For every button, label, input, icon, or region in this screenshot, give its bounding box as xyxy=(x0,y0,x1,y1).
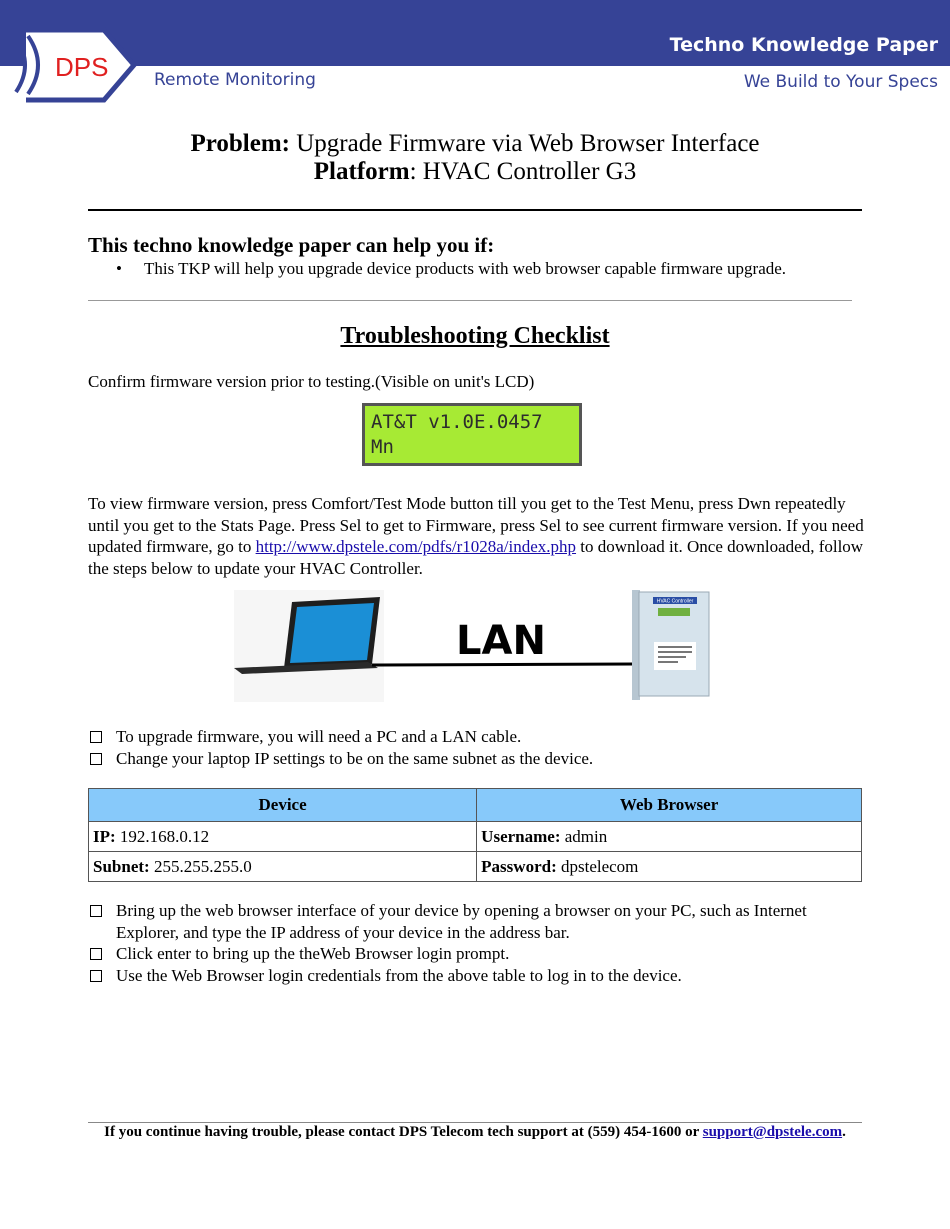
help-heading: This techno knowledge paper can help you if: xyxy=(88,233,495,257)
header-device: Device xyxy=(89,789,477,822)
laptop-icon xyxy=(234,590,384,702)
cell-username xyxy=(477,822,862,852)
problem-title xyxy=(0,130,950,158)
checklist-item xyxy=(88,965,828,987)
checkbox-icon xyxy=(90,970,102,982)
section-divider xyxy=(88,300,852,301)
cell-subnet xyxy=(89,852,477,882)
lcd-line-1: AT&T v1.0E.0457 xyxy=(371,411,543,433)
checklist-b xyxy=(88,900,828,986)
checklist-item-text: Use the Web Browser login credentials from the above table to log in to the device. xyxy=(116,965,682,985)
cell-value: dpstelecom xyxy=(556,856,639,876)
checklist-a xyxy=(88,726,593,769)
lan-label: LAN xyxy=(456,618,546,664)
cell-value: admin xyxy=(560,826,608,846)
platform-text: : HVAC Controller G3 xyxy=(409,158,637,185)
table-row xyxy=(89,852,862,882)
support-email-link[interactable]: support@dpstele.com xyxy=(702,1124,843,1140)
checklist-heading: Troubleshooting Checklist xyxy=(340,323,610,349)
footer-text: If you continue having trouble, please contact DPS Telecom tech support at (559) 454-1600 or xyxy=(104,1124,703,1140)
table-header-row xyxy=(89,789,862,822)
lcd-display xyxy=(362,403,582,466)
firmware-download-link[interactable]: http://www.dpstele.com/pdfs/r1028a/index.php xyxy=(255,537,577,556)
checkbox-icon xyxy=(90,731,102,743)
checkbox-icon xyxy=(90,905,102,917)
logo-text: DPS xyxy=(55,52,109,82)
cell-value: 192.168.0.12 xyxy=(115,826,210,846)
checklist-item-text: To upgrade firmware, you will need a PC and a LAN cable. xyxy=(116,727,522,746)
checklist-item xyxy=(88,943,828,965)
tagline-left: Remote Monitoring xyxy=(154,70,316,90)
hvac-controller-icon xyxy=(632,590,709,700)
problem-label: Problem: xyxy=(190,130,290,157)
footer xyxy=(0,1124,950,1141)
instructions-paragraph xyxy=(88,493,878,579)
cell-ip xyxy=(89,822,477,852)
checkbox-icon xyxy=(90,948,102,960)
dps-logo xyxy=(8,24,140,106)
credentials-table xyxy=(88,788,862,882)
checklist-item-text: Bring up the web browser interface of your device by opening a browser on your PC, such as Internet Explorer, and type the IP address of your device in the address bar. xyxy=(116,901,807,942)
banner-title: Techno Knowledge Paper xyxy=(669,34,938,56)
tagline-right: We Build to Your Specs xyxy=(743,72,938,92)
bullet-icon: • xyxy=(116,259,122,278)
cell-label: IP: xyxy=(93,826,116,846)
title-divider xyxy=(88,209,862,211)
checkbox-icon xyxy=(90,753,102,765)
lcd-line-2: Mn xyxy=(371,436,394,458)
platform-label: Platform xyxy=(313,158,410,185)
device-label: HVAC Controller xyxy=(656,598,694,605)
checklist-item xyxy=(88,748,593,770)
help-item: This TKP will help you upgrade device products with web browser capable firmware upgrade. xyxy=(144,259,787,278)
footer-end: . xyxy=(842,1124,846,1140)
header-banner xyxy=(0,0,950,66)
header-web-browser: Web Browser xyxy=(477,789,862,822)
cell-password xyxy=(477,852,862,882)
table-row xyxy=(89,822,862,852)
para-text-end: to download it. Once downloaded, follow the steps below to update your HVAC Controller. xyxy=(88,537,864,578)
cell-label: Password: xyxy=(481,856,557,876)
cell-label: Subnet: xyxy=(93,856,150,876)
footer-divider xyxy=(88,1122,862,1123)
platform-title xyxy=(0,158,950,186)
confirm-text: Confirm firmware version prior to testing.(Visible on unit's LCD) xyxy=(88,372,535,391)
cell-label: Username: xyxy=(481,826,561,846)
checklist-item xyxy=(88,900,828,943)
cell-value: 255.255.255.0 xyxy=(149,856,252,876)
checklist-item xyxy=(88,726,593,748)
problem-text: Upgrade Firmware via Web Browser Interface xyxy=(289,130,760,157)
para-text-start: To view firmware version, press Comfort/Test Mode button till you get to the Test Menu, press Dwn repeatedly until you get to the Stats Page. Press Sel to get to Firmware, press Sel to see current firmware version. If you need updated firmware, go to xyxy=(88,494,864,556)
checklist-item-text: Change your laptop IP settings to be on the same subnet as the device. xyxy=(116,748,594,768)
checklist-item-text: Click enter to bring up the theWeb Browser login prompt. xyxy=(116,944,510,963)
